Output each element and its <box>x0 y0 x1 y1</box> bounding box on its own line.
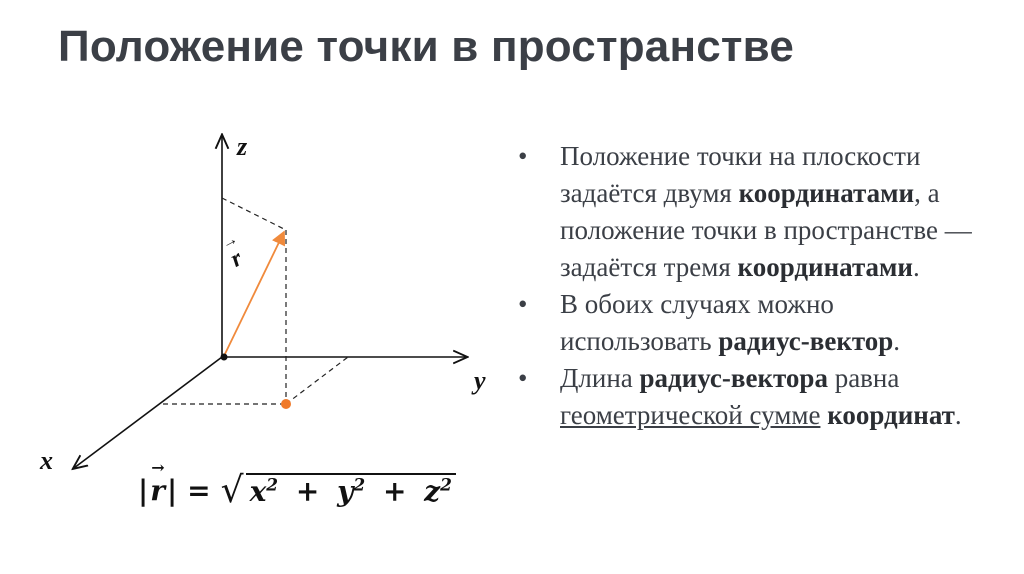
formula-equals: = <box>187 474 211 507</box>
origin-point <box>221 354 228 361</box>
bullet-item <box>516 138 986 286</box>
formula-z: z <box>424 475 441 508</box>
bullet-text: равна <box>827 363 900 393</box>
bullet-text: В обоих случаях можно использовать <box>560 289 834 356</box>
formula-plus-1: + <box>295 475 320 508</box>
formula-x-exp: 2 <box>266 475 279 496</box>
bullet-text: Длина <box>560 363 640 393</box>
bullet-bold-term: координатами <box>738 178 915 208</box>
x-axis <box>74 357 222 468</box>
bullet-marker: • <box>518 141 528 171</box>
sqrt-sign: √ <box>220 470 244 511</box>
radicand <box>246 473 456 508</box>
formula-y-exp: 2 <box>353 475 366 496</box>
bullet-bold-term: координат <box>827 400 955 430</box>
vector-letter: r <box>226 245 247 273</box>
slide-title: Положение точки в пространстве <box>58 22 794 71</box>
bullet-bold-term: радиус-вектор <box>718 326 894 356</box>
bullet-marker: • <box>518 363 528 393</box>
formula-z-exp: 2 <box>440 475 452 496</box>
y-axis-label: y <box>474 366 486 395</box>
x-axis-label: x <box>40 446 53 475</box>
magnitude-formula <box>138 458 456 511</box>
bullet-underlined-text: геометрической сумме <box>560 400 821 430</box>
bullet-text: Положение точки на плоскости задаётся двумя <box>560 141 921 208</box>
abs-bar-right: | <box>166 474 178 507</box>
formula-vector-letter: r <box>150 474 165 507</box>
formula-plus-2: + <box>382 475 407 508</box>
formula-y: y <box>337 475 354 508</box>
vector-arrow: → <box>218 230 241 253</box>
bullet-text: . <box>954 400 962 430</box>
bullet-item <box>516 286 986 360</box>
formula-vector-arrow: → <box>151 458 165 477</box>
bullet-text: , а положение точки в пространстве — задаётся тремя <box>560 178 972 282</box>
bullet-text: . <box>913 252 920 282</box>
projected-point <box>281 399 291 409</box>
formula-x: x <box>249 475 267 508</box>
bullet-list <box>516 138 986 434</box>
abs-bar-left: | <box>138 474 149 507</box>
bullet-item <box>516 360 986 434</box>
projection-lines <box>163 198 348 404</box>
bullet-text: . <box>893 326 901 356</box>
bullet-marker: • <box>518 289 528 319</box>
formula-vector <box>150 458 165 507</box>
z-axis-label: z <box>237 132 248 161</box>
bullet-bold-term: радиус-вектора <box>639 363 828 393</box>
bullet-bold-term: координатами <box>737 252 913 282</box>
